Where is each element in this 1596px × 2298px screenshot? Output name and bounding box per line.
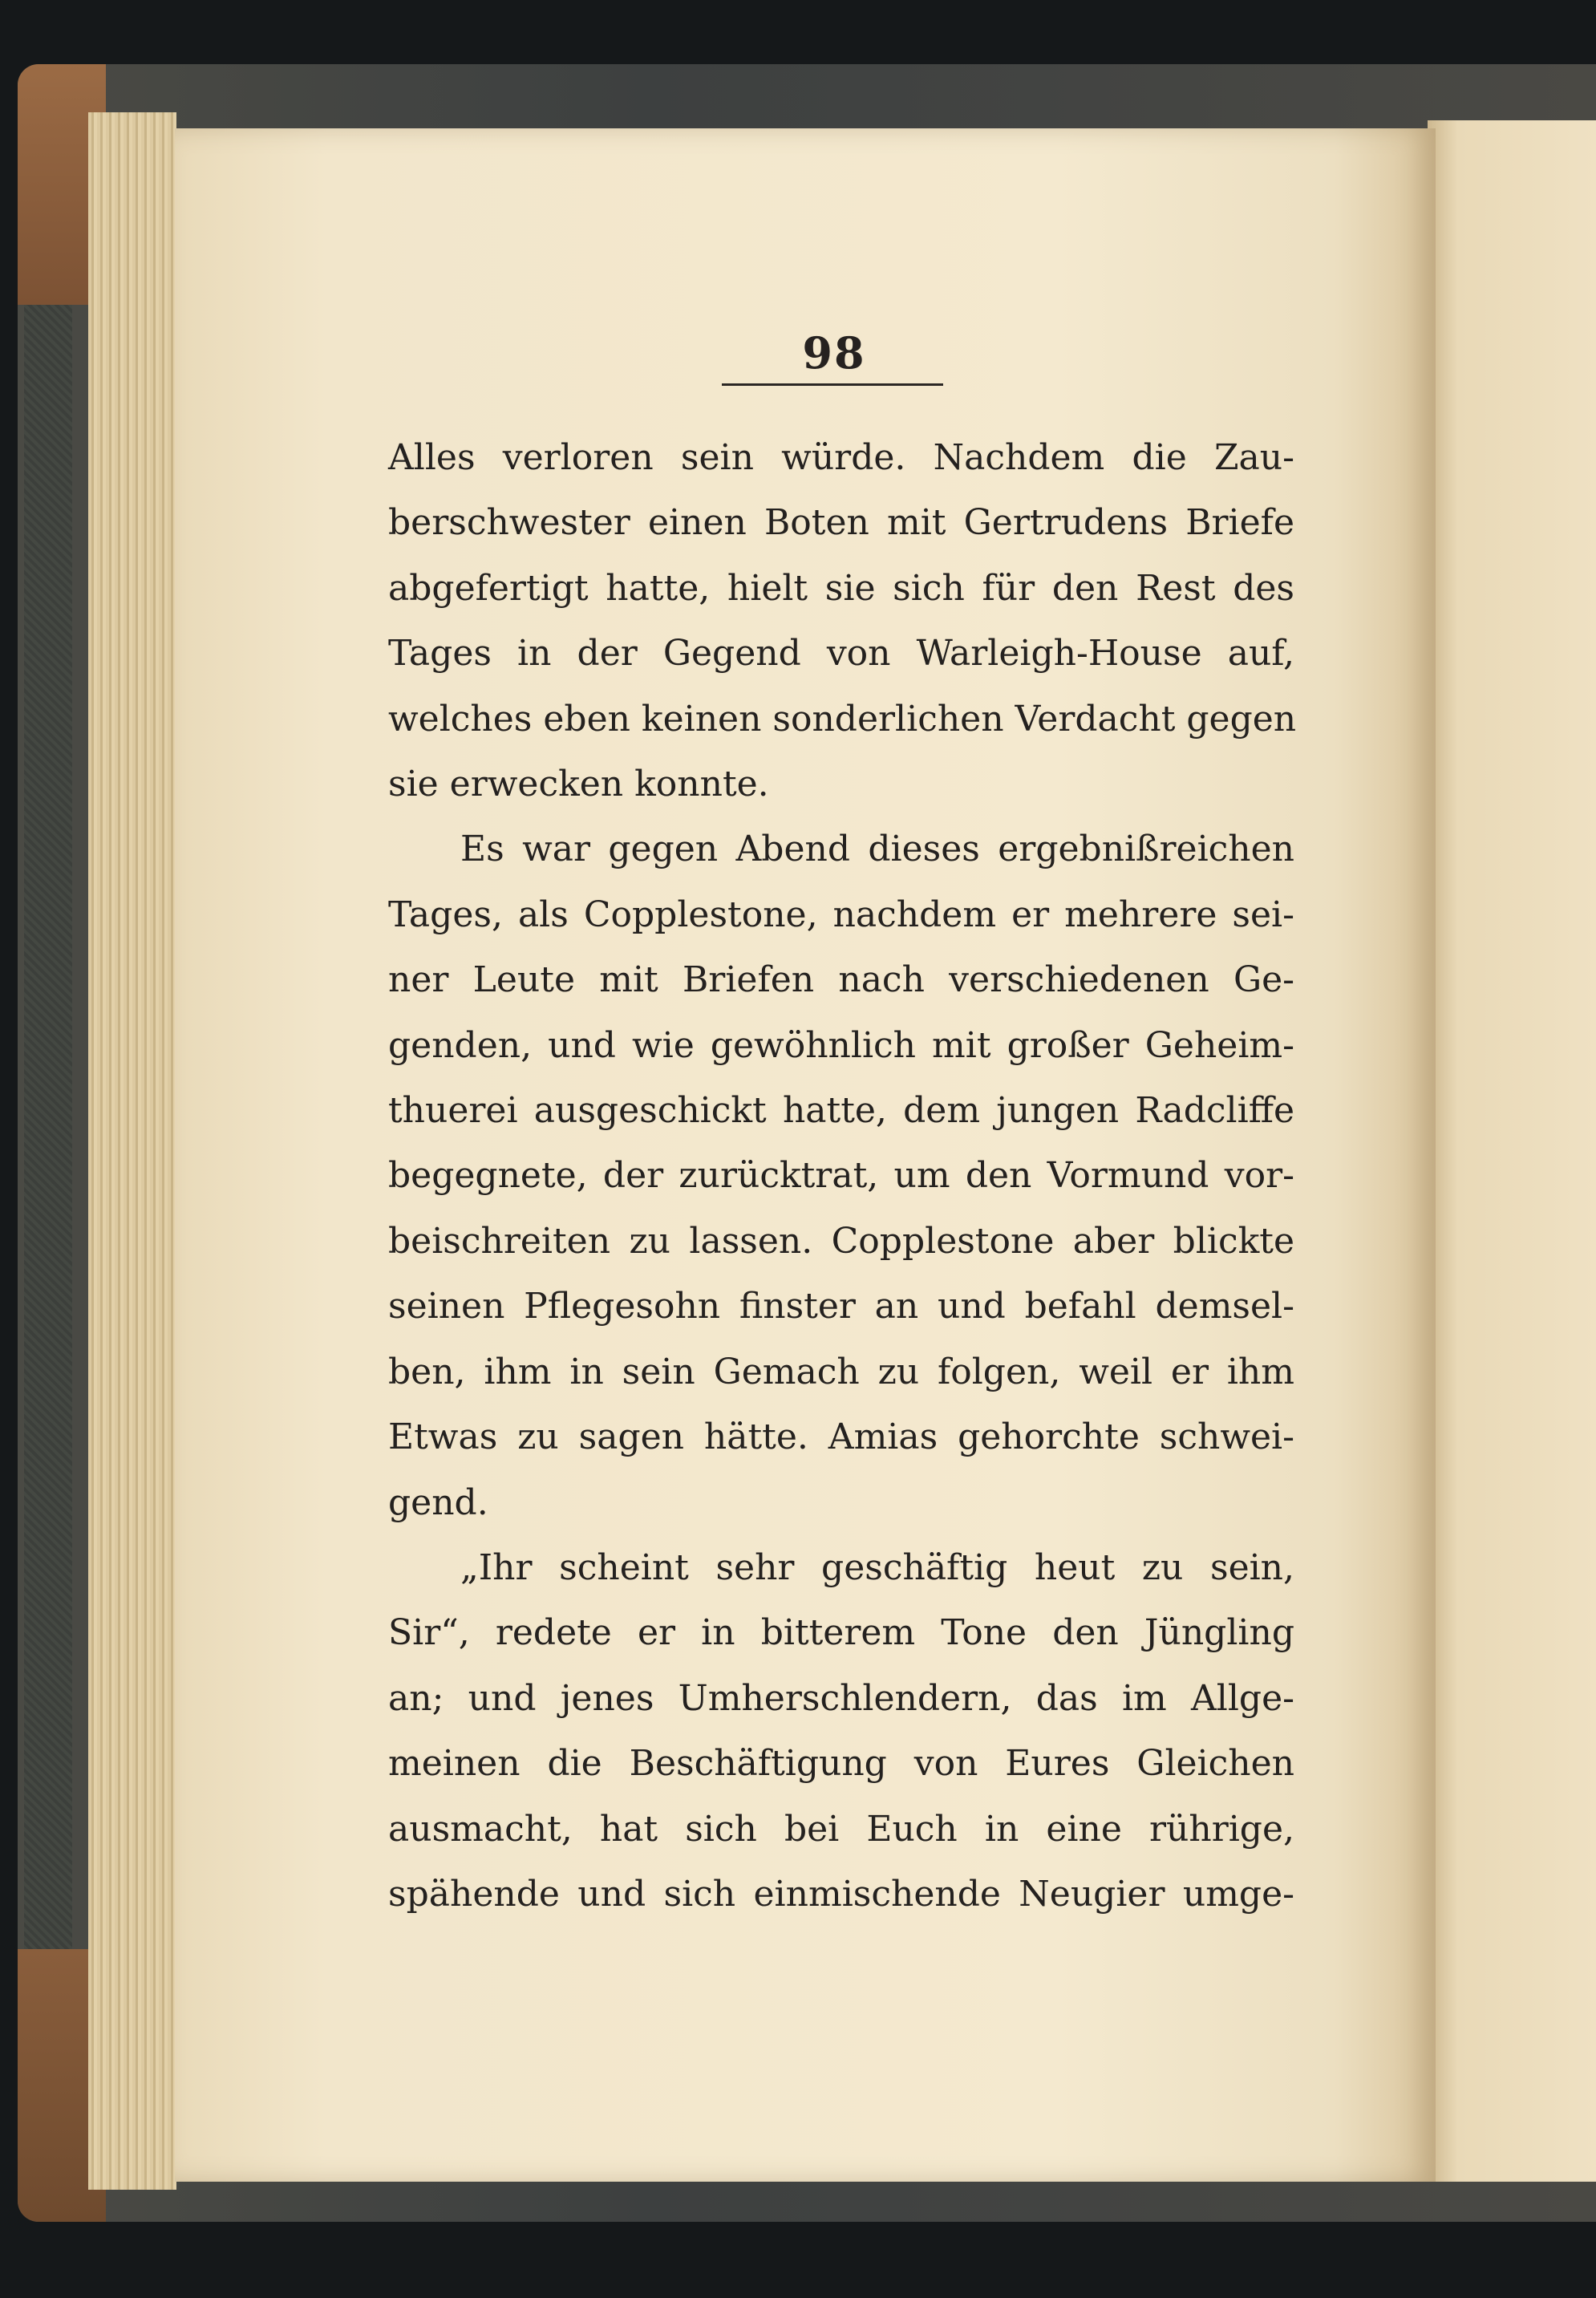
text-line: thuerei ausgeschickt hatte, dem jungen Radcliffe xyxy=(388,1090,1294,1132)
text-line: abgefertigt hatte, hielt sie sich für den Rest des xyxy=(388,567,1294,609)
text-line: begegnete, der zurücktrat, um den Vormund vor- xyxy=(388,1155,1294,1197)
text-line: „Ihr scheint sehr geschäftig heut zu sein, xyxy=(460,1546,1294,1588)
text-line: ner Leute mit Briefen nach verschiedenen Ge- xyxy=(388,959,1294,1001)
body-text xyxy=(388,425,1297,1927)
text-line: sie erwecken konnte. xyxy=(388,764,769,805)
text-line: beischreiten zu lassen. Copplestone aber blickte xyxy=(388,1220,1294,1262)
text-line: gend. xyxy=(388,1481,488,1523)
text-line: seinen Pflegesohn finster an und befahl demsel- xyxy=(388,1286,1294,1327)
text-line: berschwester einen Boten mit Gertrudens Briefe xyxy=(388,502,1294,544)
facing-page xyxy=(1428,120,1596,2182)
page-edges xyxy=(88,112,176,2190)
text-line: Es war gegen Abend dieses ergebnißreichen xyxy=(460,829,1294,870)
text-line: Sir“, redete er in bitterem Tone den Jüngling xyxy=(388,1612,1294,1654)
text-line: spähende und sich einmischende Neugier umge- xyxy=(388,1873,1294,1915)
header-rule xyxy=(722,383,943,386)
page-number: 98 xyxy=(802,327,866,379)
text-line: Etwas zu sagen hätte. Amias gehorchte schwei- xyxy=(388,1416,1294,1458)
text-line: Alles verloren sein würde. Nachdem die Zau- xyxy=(388,437,1294,478)
text-line: ben, ihm in sein Gemach zu folgen, weil er ihm xyxy=(388,1351,1294,1392)
text-line: welches eben keinen sonderlichen Verdacht gegen xyxy=(388,698,1297,740)
text-line: an; und jenes Umherschlendern, das im Allge- xyxy=(388,1677,1294,1719)
text-line: genden, und wie gewöhnlich mit großer Geheim- xyxy=(388,1024,1294,1066)
text-line: meinen die Beschäftigung von Eures Gleichen xyxy=(388,1743,1294,1785)
text-line: Tages in der Gegend von Warleigh-House auf, xyxy=(388,633,1294,675)
text-line: ausmacht, hat sich bei Euch in eine rührige, xyxy=(388,1808,1294,1850)
text-line: Tages, als Copplestone, nachdem er mehrere sei- xyxy=(388,894,1294,935)
cover-cloth-texture xyxy=(24,305,72,1949)
